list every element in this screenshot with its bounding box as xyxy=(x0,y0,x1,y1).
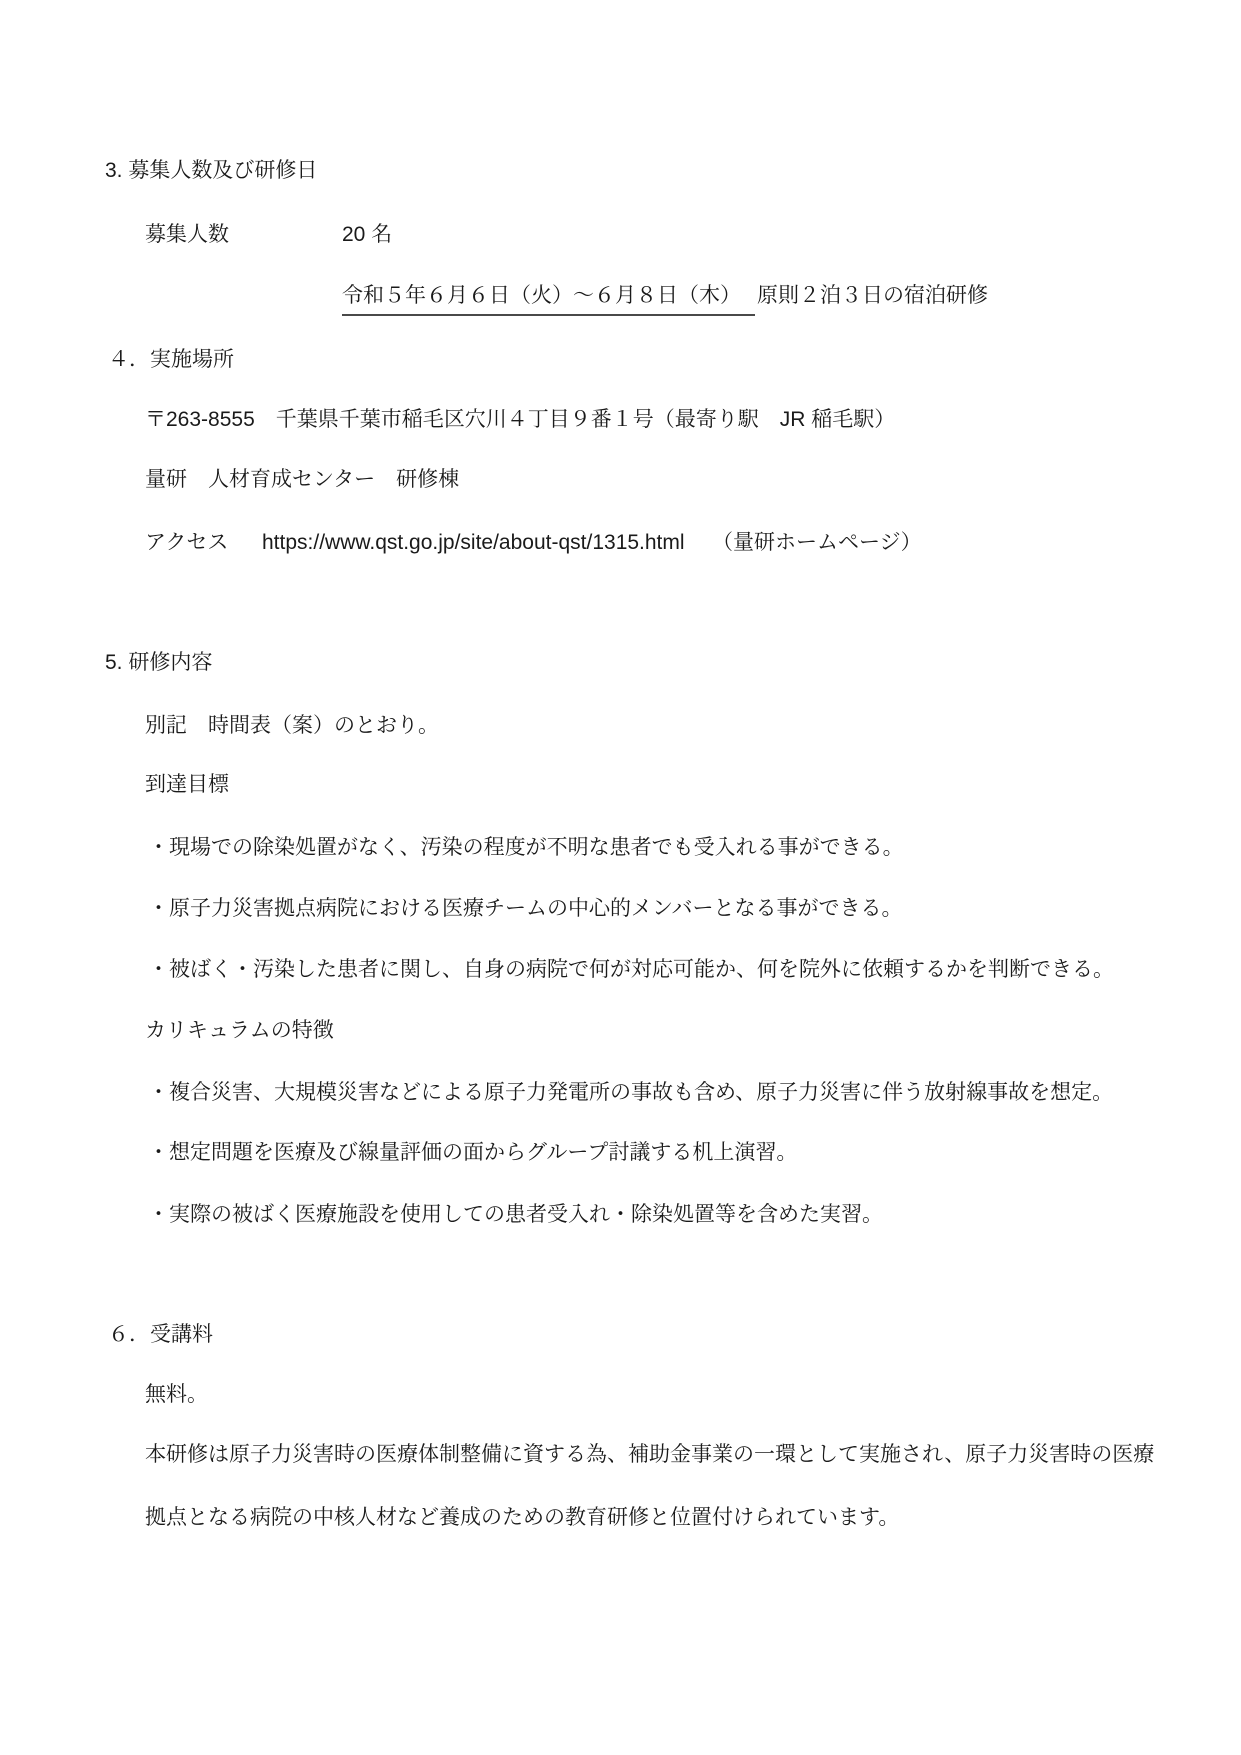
capacity-label: 募集人数 xyxy=(145,223,229,246)
venue-facility: 量研 人材育成センター 研修棟 xyxy=(145,468,460,491)
section-3-heading: 3. 募集人数及び研修日 xyxy=(105,159,318,182)
fee-note-line: 本研修は原子力災害時の医療体制整備に資する為、補助金事業の一環として実施され、原子力災害時の医療 xyxy=(145,1443,1155,1466)
curriculum-heading: カリキュラムの特徴 xyxy=(145,1019,334,1042)
access-note: （量研ホームページ） xyxy=(712,531,922,554)
access-url: https://www.qst.go.jp/site/about-qst/1315.html xyxy=(262,531,685,554)
goals-heading: 到達目標 xyxy=(145,773,229,796)
training-date-note: 原則２泊３日の宿泊研修 xyxy=(757,284,988,307)
training-date: 令和５年６月６日（火）～６月８日（木） xyxy=(342,283,755,316)
section-5-heading: 5. 研修内容 xyxy=(105,651,213,674)
goal-item: ・現場での除染処置がなく、汚染の程度が不明な患者でも受入れる事ができる。 xyxy=(148,836,904,859)
access-label: アクセス xyxy=(145,531,229,554)
capacity-value: 20 名 xyxy=(342,223,393,246)
goal-item: ・被ばく・汚染した患者に関し、自身の病院で何が対応可能か、何を院外に依頼するかを判断できる。 xyxy=(148,958,1114,981)
section-4-heading: ４．実施場所 xyxy=(108,348,234,371)
venue-address: 〒263-8555 千葉県千葉市稲毛区穴川４丁目９番１号（最寄り駅 JR 稲毛駅） xyxy=(145,408,896,431)
goal-item: ・原子力災害拠点病院における医療チームの中心的メンバーとなる事ができる。 xyxy=(148,897,903,920)
curriculum-item: ・実際の被ばく医療施設を使用しての患者受入れ・除染処置等を含めた実習。 xyxy=(148,1203,883,1226)
schedule-note: 別記 時間表（案）のとおり。 xyxy=(145,714,439,737)
curriculum-item: ・複合災害、大規模災害などによる原子力発電所の事故も含め、原子力災害に伴う放射線事故を想定。 xyxy=(148,1081,1114,1104)
fee-note-line: 拠点となる病院の中核人材など養成のための教育研修と位置付けられています。 xyxy=(145,1506,900,1529)
curriculum-item: ・想定問題を医療及び線量評価の面からグループ討議する机上演習。 xyxy=(148,1141,798,1164)
fee-value: 無料。 xyxy=(145,1383,208,1406)
section-6-heading: ６．受講料 xyxy=(108,1323,213,1346)
